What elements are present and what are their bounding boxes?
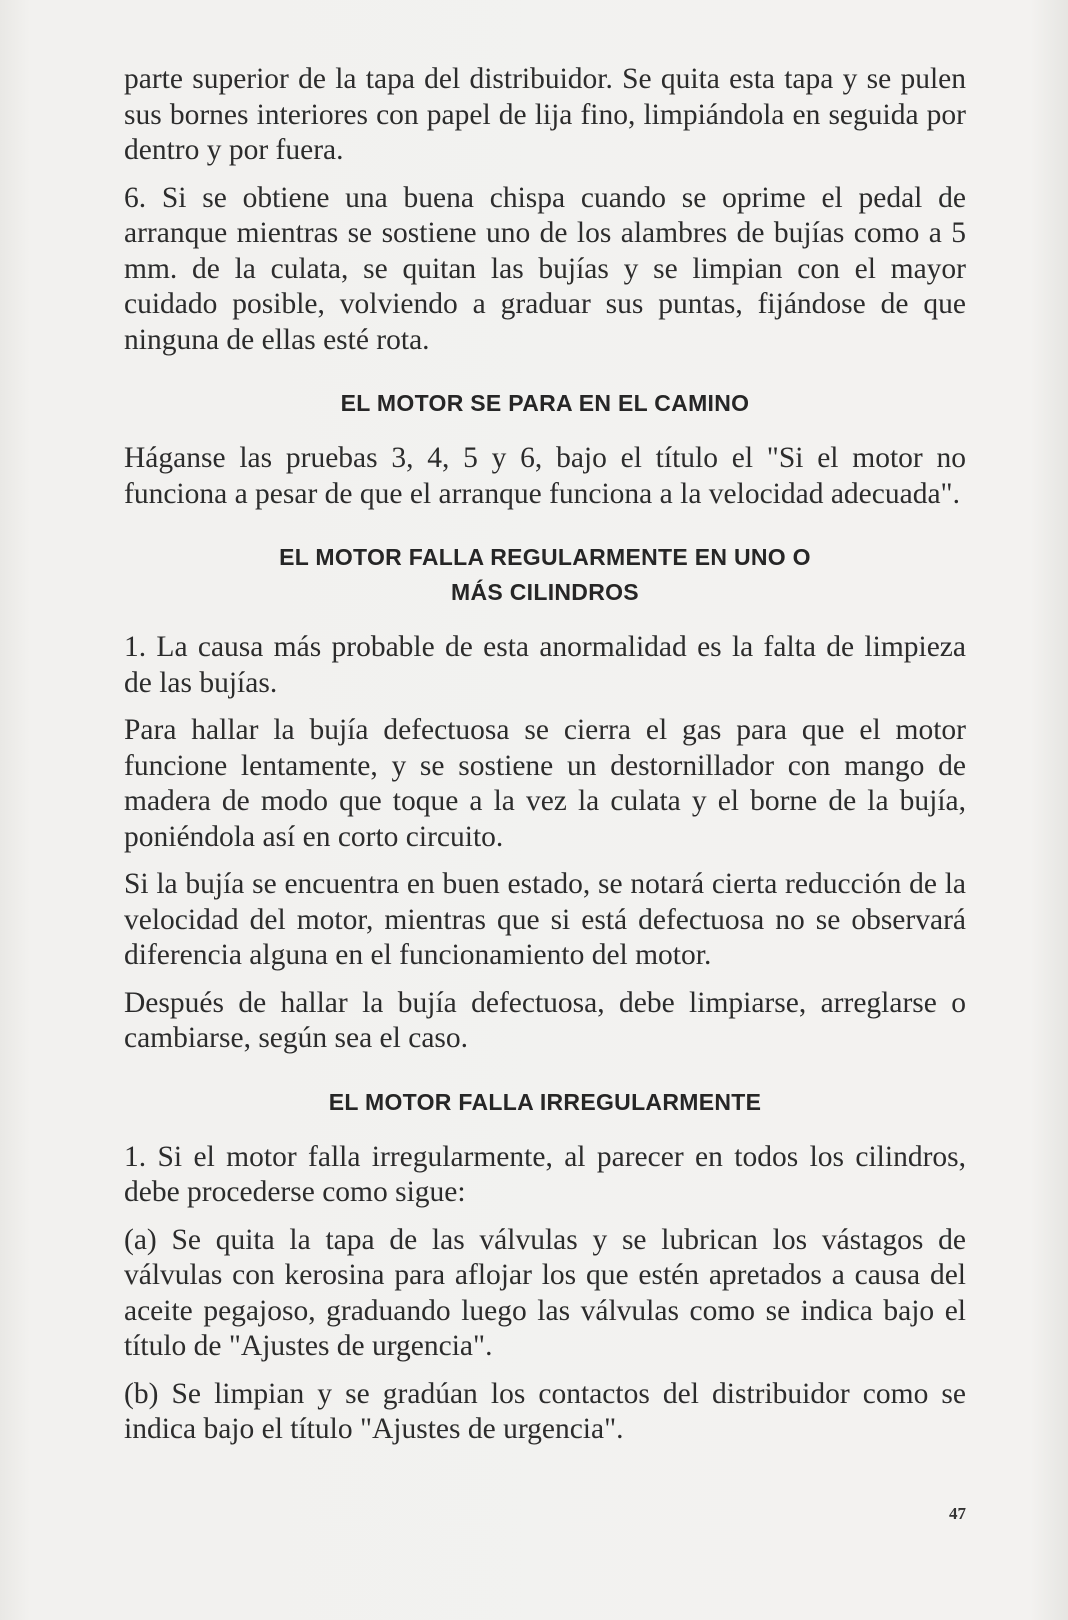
paragraph-irregular-2: (a) Se quita la tapa de las válvulas y se lubrican los vástagos de válvulas con kerosina para aflojar los que estén apretados a causa del aceite pegajoso, graduando luego las válvulas como se indica bajo el título de "Ajustes de urgencia". bbox=[124, 1223, 966, 1362]
section-heading-falla-regularmente bbox=[124, 540, 966, 610]
page-body-text bbox=[124, 62, 966, 1460]
paragraph-camino-1: Háganse las pruebas 3, 4, 5 y 6, bajo el título el "Si el motor no funciona a pesar de que el arranque funciona a la velocidad adecuada". bbox=[124, 442, 966, 510]
paragraph-irregular-1: 1. Si el motor falla irregularmente, al parecer en todos los cilindros, debe procederse como sigue: bbox=[124, 1140, 966, 1208]
section-heading-motor-se-para: EL MOTOR SE PARA EN EL CAMINO bbox=[340, 390, 750, 416]
paragraph-regular-2: Para hallar la bujía defectuosa se cierra el gas para que el motor funcione lentamente, y se sostiene un destornillador con mango de madera de modo que toque a la vez la culata y el borne de la bujía, poniéndola así en corto circuito. bbox=[124, 714, 966, 853]
paragraph-intro-2: 6. Si se obtiene una buena chispa cuando se oprime el pedal de arranque mientras se sostiene uno de los alambres de bujías como a 5 mm. de la culata, se quitan las bujías y se limpian con el mayor cuidado posible, volviendo a graduar sus puntas, fijándose de que ninguna de ellas esté rota. bbox=[124, 181, 966, 356]
paragraph-regular-4: Después de hallar la bujía defectuosa, debe limpiarse, arreglarse o cambiarse, según sea el caso. bbox=[124, 986, 966, 1054]
paragraph-intro-1: parte superior de la tapa del distribuidor. Se quita esta tapa y se pulen sus bornes interiores con papel de lija fino, limpiándola en seguida por dentro y por fuera. bbox=[124, 63, 966, 166]
paragraph-regular-3: Si la bujía se encuentra en buen estado, se notará cierta reducción de la velocidad del motor, mientras que si está defectuosa no se observará diferencia alguna en el funcionamiento del motor. bbox=[124, 868, 966, 971]
section-heading-line-2: MÁS CILINDROS bbox=[451, 579, 639, 605]
section-heading-falla-irregularmente: EL MOTOR FALLA IRREGULARMENTE bbox=[328, 1088, 762, 1115]
paragraph-regular-1: 1. La causa más probable de esta anormalidad es la falta de limpieza de las bujías. bbox=[124, 631, 966, 699]
section-heading-line-1: EL MOTOR FALLA REGULARMENTE EN UNO O bbox=[279, 544, 811, 570]
paragraph-irregular-3: (b) Se limpian y se gradúan los contactos del distribuidor como se indica bajo el título "Ajustes de urgencia". bbox=[124, 1377, 966, 1445]
page-number: 47 bbox=[949, 1504, 966, 1523]
